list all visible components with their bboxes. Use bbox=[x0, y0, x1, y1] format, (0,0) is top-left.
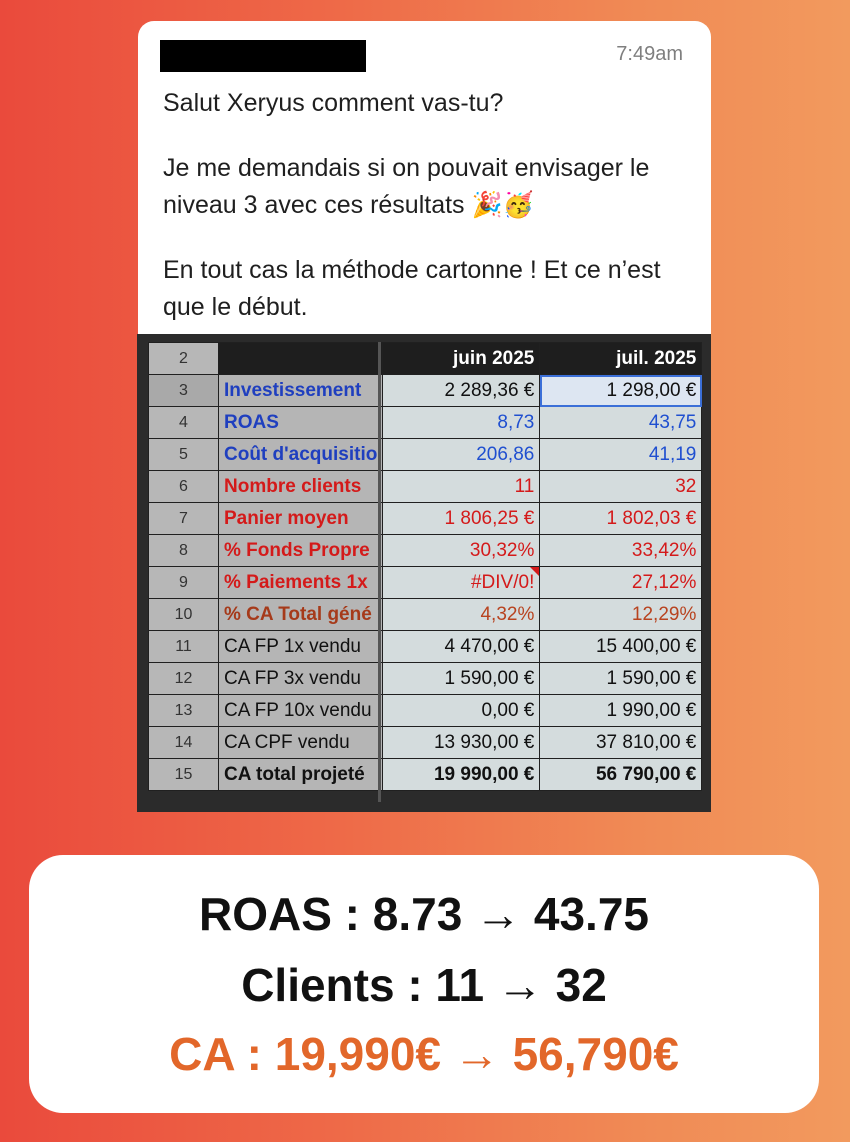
value-july[interactable]: 56 790,00 € bbox=[540, 759, 702, 791]
value-july[interactable]: 41,19 bbox=[540, 439, 702, 471]
row-number[interactable]: 7 bbox=[149, 503, 219, 535]
table-row bbox=[149, 407, 702, 439]
value-july[interactable]: 1 802,03 € bbox=[540, 503, 702, 535]
row-label[interactable]: Panier moyen bbox=[219, 503, 383, 535]
value-june[interactable]: 1 806,25 € bbox=[383, 503, 540, 535]
row-number[interactable]: 10 bbox=[149, 599, 219, 631]
value-july[interactable]: 15 400,00 € bbox=[540, 631, 702, 663]
table-row bbox=[149, 695, 702, 727]
row-number[interactable]: 2 bbox=[149, 343, 219, 375]
header-june[interactable]: juin 2025 bbox=[383, 343, 540, 375]
row-number[interactable]: 8 bbox=[149, 535, 219, 567]
row-number[interactable]: 15 bbox=[149, 759, 219, 791]
value-july[interactable]: 1 590,00 € bbox=[540, 663, 702, 695]
row-label[interactable]: CA FP 3x vendu bbox=[219, 663, 383, 695]
row-number[interactable]: 3 bbox=[149, 375, 219, 407]
row-number[interactable]: 5 bbox=[149, 439, 219, 471]
message-paragraph: En tout cas la méthode cartonne ! Et ce n’est que le début. bbox=[163, 256, 661, 321]
row-label[interactable]: CA FP 10x vendu bbox=[219, 695, 383, 727]
message-paragraph: Je me demandais si on pouvait envisager le niveau 3 avec ces résultats 🎉🥳 bbox=[163, 154, 650, 219]
table-row bbox=[149, 375, 702, 407]
table-row bbox=[149, 567, 702, 599]
row-label[interactable]: CA total projeté bbox=[219, 759, 383, 791]
value-july[interactable]: 12,29% bbox=[540, 599, 702, 631]
value-july[interactable]: 1 990,00 € bbox=[540, 695, 702, 727]
redacted-sender-name bbox=[160, 40, 366, 72]
table-row bbox=[149, 599, 702, 631]
table-row bbox=[149, 727, 702, 759]
row-number[interactable]: 9 bbox=[149, 567, 219, 599]
row-label[interactable]: CA FP 1x vendu bbox=[219, 631, 383, 663]
table-row bbox=[149, 439, 702, 471]
table-row-total bbox=[149, 759, 702, 791]
row-label[interactable]: % CA Total géné bbox=[219, 599, 383, 631]
summary-clients: Clients : 11 → 32 bbox=[241, 959, 607, 1011]
spreadsheet-screenshot bbox=[137, 334, 711, 812]
value-june[interactable]: 8,73 bbox=[383, 407, 540, 439]
header-label-cell[interactable] bbox=[219, 343, 383, 375]
value-june[interactable]: 206,86 bbox=[383, 439, 540, 471]
value-july[interactable]: 27,12% bbox=[540, 567, 702, 599]
row-label[interactable]: Nombre clients bbox=[219, 471, 383, 503]
summary-roas: ROAS : 8.73 → 43.75 bbox=[199, 888, 649, 940]
value-june[interactable]: 4 470,00 € bbox=[383, 631, 540, 663]
value-june[interactable]: 30,32% bbox=[383, 535, 540, 567]
value-june[interactable]: 2 289,36 € bbox=[383, 375, 540, 407]
value-july[interactable]: 37 810,00 € bbox=[540, 727, 702, 759]
header-july[interactable]: juil. 2025 bbox=[540, 343, 702, 375]
value-july[interactable]: 43,75 bbox=[540, 407, 702, 439]
value-june[interactable]: 13 930,00 € bbox=[383, 727, 540, 759]
value-june[interactable]: 19 990,00 € bbox=[383, 759, 540, 791]
row-label[interactable]: ROAS bbox=[219, 407, 383, 439]
value-july[interactable]: 33,42% bbox=[540, 535, 702, 567]
message-body bbox=[163, 85, 693, 326]
row-number[interactable]: 12 bbox=[149, 663, 219, 695]
row-label[interactable]: Investissement bbox=[219, 375, 383, 407]
value-july[interactable]: 32 bbox=[540, 471, 702, 503]
value-june[interactable]: 0,00 € bbox=[383, 695, 540, 727]
row-label[interactable]: CA CPF vendu bbox=[219, 727, 383, 759]
value-june-error[interactable]: #DIV/0! bbox=[383, 567, 540, 599]
spreadsheet-table bbox=[148, 342, 702, 791]
value-june[interactable]: 4,32% bbox=[383, 599, 540, 631]
message-time: 7:49am bbox=[616, 43, 683, 65]
value-june[interactable]: 11 bbox=[383, 471, 540, 503]
frozen-column-divider[interactable] bbox=[378, 342, 381, 802]
row-number[interactable]: 4 bbox=[149, 407, 219, 439]
table-row bbox=[149, 535, 702, 567]
row-number[interactable]: 14 bbox=[149, 727, 219, 759]
summary-card bbox=[29, 855, 819, 1113]
table-row bbox=[149, 631, 702, 663]
row-label[interactable]: Coût d'acquisitio bbox=[219, 439, 383, 471]
row-number[interactable]: 13 bbox=[149, 695, 219, 727]
row-number[interactable]: 6 bbox=[149, 471, 219, 503]
value-july-selected[interactable]: 1 298,00 € bbox=[540, 375, 702, 407]
value-june[interactable]: 1 590,00 € bbox=[383, 663, 540, 695]
table-header-row bbox=[149, 343, 702, 375]
table-row bbox=[149, 471, 702, 503]
table-row bbox=[149, 503, 702, 535]
message-paragraph: Salut Xeryus comment vas-tu? bbox=[163, 89, 504, 117]
row-label[interactable]: % Fonds Propre bbox=[219, 535, 383, 567]
row-label[interactable]: % Paiements 1x bbox=[219, 567, 383, 599]
summary-revenue: CA : 19,990€ → 56,790€ bbox=[169, 1028, 679, 1080]
message-card bbox=[138, 21, 711, 341]
table-row bbox=[149, 663, 702, 695]
row-number[interactable]: 11 bbox=[149, 631, 219, 663]
